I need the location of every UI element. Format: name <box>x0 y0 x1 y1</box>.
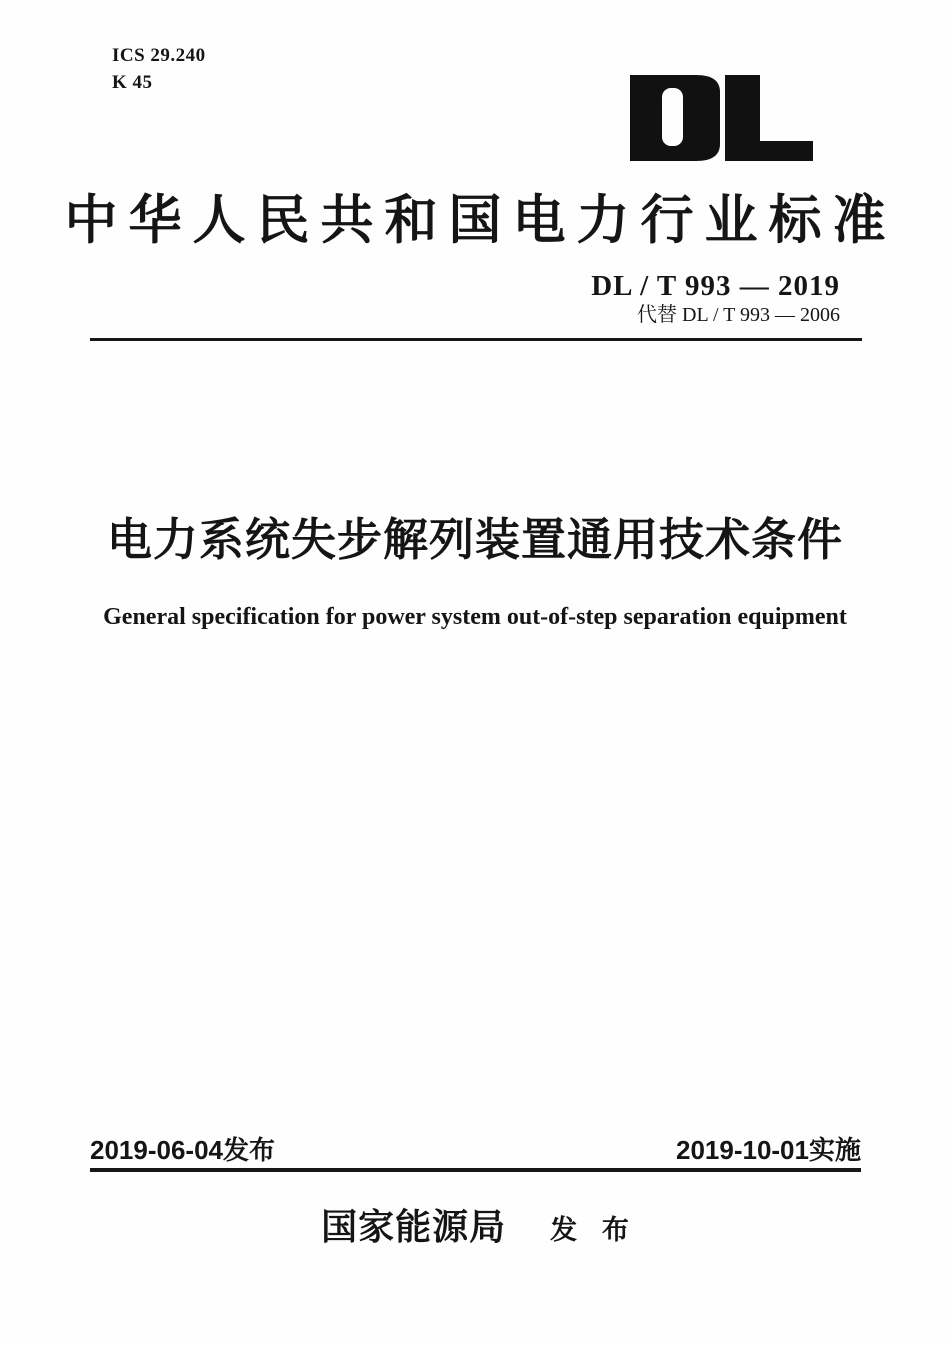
replaces-note: 代替 DL / T 993 — 2006 <box>637 304 840 326</box>
implementation-date-line <box>676 1134 861 1166</box>
footer-divider-rule <box>90 1168 861 1172</box>
ics-code-block <box>112 42 206 96</box>
standard-number: DL / T 993 — 2019 <box>591 270 840 302</box>
issue-date: 2019-06-04 <box>90 1135 223 1165</box>
publisher-row <box>0 1205 950 1249</box>
dates-row <box>90 1134 861 1166</box>
publish-label: 发 布 <box>550 1215 629 1245</box>
standard-number-block <box>591 270 840 327</box>
issue-label: 发布 <box>223 1135 276 1165</box>
document-title-en: General specification for power system out-of-step separation equipment <box>103 604 847 630</box>
header-divider-rule <box>90 338 862 341</box>
issue-date-line <box>90 1134 275 1166</box>
dl-standard-logo <box>630 74 813 162</box>
implementation-date: 2019-10-01 <box>675 1135 809 1165</box>
document-title-zh: 电力系统失步解列装置通用技术条件 <box>106 514 843 565</box>
standard-body-title: 中华人民共和国电力行业标准 <box>64 192 897 250</box>
classification-code: K 45 <box>112 72 153 93</box>
publisher-name: 国家能源局 <box>321 1207 507 1247</box>
implementation-label: 实施 <box>808 1135 861 1165</box>
ics-code: ICS 29.240 <box>112 45 206 66</box>
